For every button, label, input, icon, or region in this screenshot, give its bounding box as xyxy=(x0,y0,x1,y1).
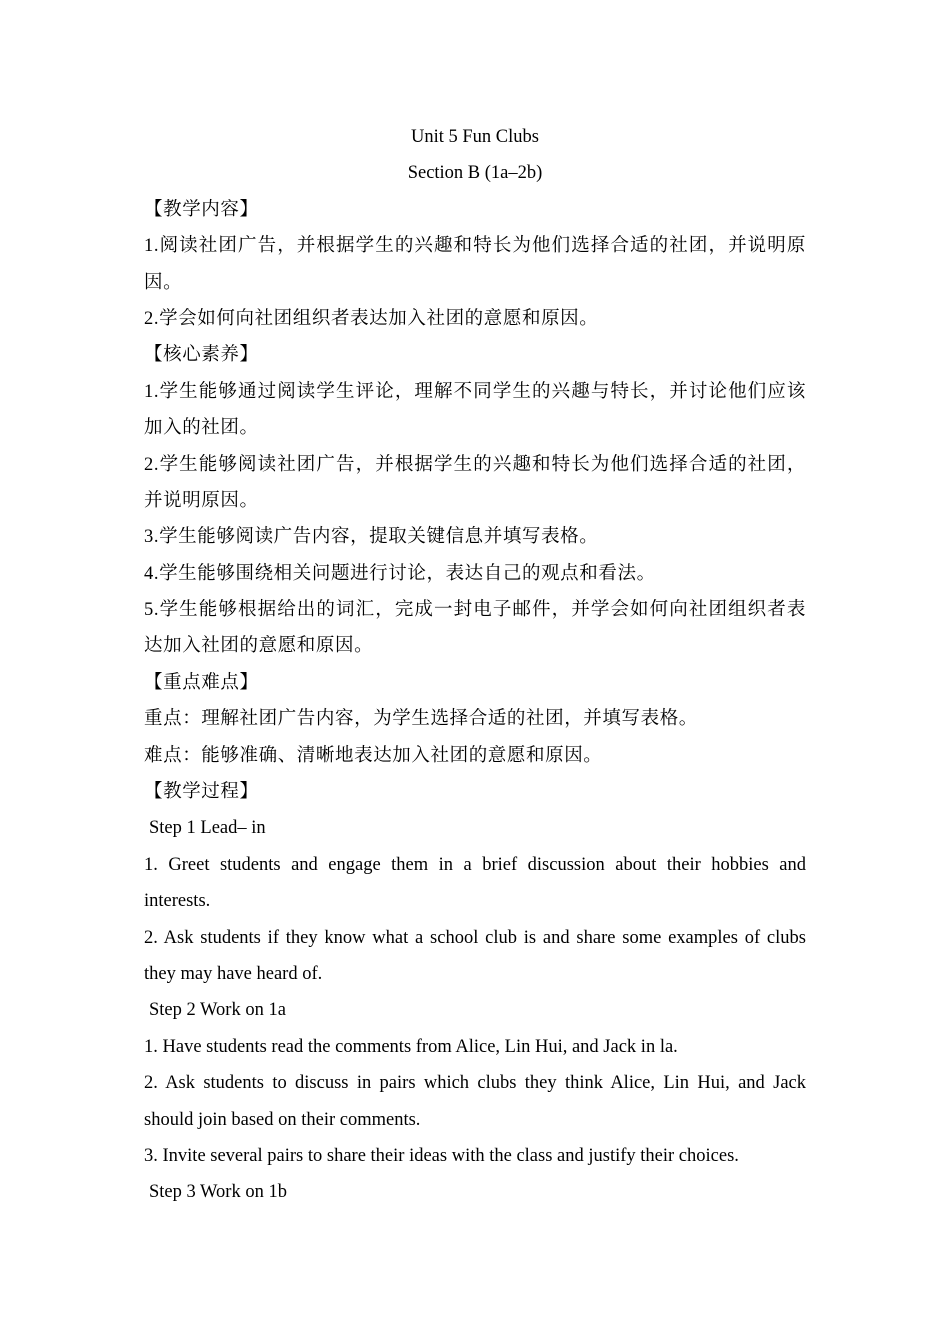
text-line: 5.学生能够根据给出的词汇，完成一封电子邮件，并学会如何向社团组织者表 xyxy=(144,600,806,621)
document-subtitle: Section B (1a–2b) xyxy=(407,163,543,184)
section-heading: 【教学内容】 xyxy=(144,199,259,220)
text-line: 3. Invite several pairs to share their ideas with the class and justify their choices. xyxy=(144,1145,739,1166)
section-heading: 【重点难点】 xyxy=(144,672,259,693)
step-heading: Step 2 Work on 1a xyxy=(149,1000,286,1021)
document-lines xyxy=(144,192,806,1211)
text-line: 因。 xyxy=(144,272,183,293)
text-line: 1.学生能够通过阅读学生评论，理解不同学生的兴趣与特长，并讨论他们应该 xyxy=(144,381,806,402)
text-line: 1. Greet students and engage them in a brief discussion about their hobbies and xyxy=(144,854,806,875)
text-line: 2.学会如何向社团组织者表达加入社团的意愿和原因。 xyxy=(144,308,599,329)
text-line: 1. Have students read the comments from Alice, Lin Hui, and Jack in la. xyxy=(144,1036,678,1057)
document-body xyxy=(144,119,806,1211)
text-line: 2.学生能够阅读社团广告，并根据学生的兴趣和特长为他们选择合适的社团， xyxy=(144,454,806,475)
text-line: 2. Ask students to discuss in pairs which clubs they think Alice, Lin Hui, and Jack xyxy=(144,1073,806,1094)
text-line: 达加入社团的意愿和原因。 xyxy=(144,636,374,657)
step-heading: Step 1 Lead– in xyxy=(149,818,266,839)
section-heading: 【教学过程】 xyxy=(144,782,259,803)
text-line: 3.学生能够阅读广告内容，提取关键信息并填写表格。 xyxy=(144,527,599,548)
text-line: 加入的社团。 xyxy=(144,418,259,439)
text-line: should join based on their comments. xyxy=(144,1109,421,1130)
step-heading: Step 3 Work on 1b xyxy=(149,1182,287,1203)
text-line: 4.学生能够围绕相关问题进行讨论，表达自己的观点和看法。 xyxy=(144,563,656,584)
text-line: 并说明原因。 xyxy=(144,490,259,511)
text-line: 2. Ask students if they know what a school club is and share some examples of clubs xyxy=(144,927,806,948)
text-line: 1.阅读社团广告，并根据学生的兴趣和特长为他们选择合适的社团，并说明原 xyxy=(144,236,806,257)
text-line: they may have heard of. xyxy=(144,963,323,984)
text-line: 重点：理解社团广告内容，为学生选择合适的社团，并填写表格。 xyxy=(144,709,698,730)
text-line: interests. xyxy=(144,891,211,912)
document-title: Unit 5 Fun Clubs xyxy=(411,127,539,147)
section-heading: 【核心素养】 xyxy=(144,345,259,366)
text-line: 难点：能够准确、清晰地表达加入社团的意愿和原因。 xyxy=(144,745,603,766)
